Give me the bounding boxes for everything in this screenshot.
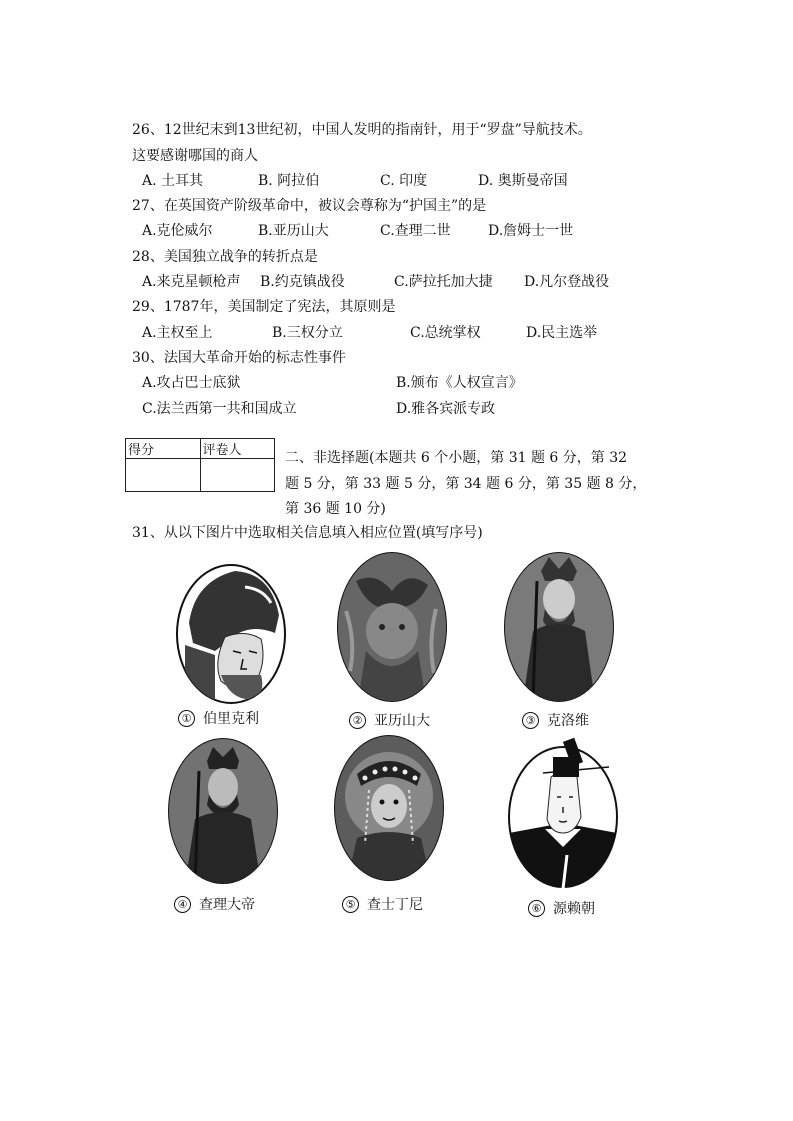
question-31-stem: 31、从以下图片中选取相关信息填入相应位置(填写序号)	[132, 525, 483, 541]
question-27-options	[142, 220, 642, 240]
score-cell[interactable]	[126, 459, 201, 492]
option-d: D.雅各宾派专政	[396, 401, 496, 417]
caption-2	[349, 710, 430, 730]
option-c: C.查理二世	[380, 223, 451, 239]
caption-4	[174, 894, 255, 914]
number-circle: ①	[178, 710, 195, 727]
number-circle: ④	[174, 896, 191, 913]
portrait-alexander	[336, 551, 448, 693]
option-d: D.詹姆士一世	[488, 223, 574, 239]
option-b: B. 阿拉伯	[258, 173, 320, 189]
caption-6	[528, 898, 595, 918]
option-c: C.萨拉托加大捷	[394, 274, 493, 290]
number-circle: ③	[522, 712, 539, 729]
portrait-clovis	[503, 551, 615, 693]
option-b: B.颁布《人权宣言》	[396, 375, 523, 391]
option-b: B.亚历山大	[258, 223, 329, 239]
portrait-name: 亚历山大	[374, 713, 430, 729]
section2-heading: 二、非选择题(本题共 6 个小题，第 31 题 6 分，第 32	[285, 450, 628, 466]
option-d: D.凡尔登战役	[524, 274, 610, 290]
option-d: D.民主选举	[526, 325, 598, 341]
caption-1	[178, 708, 259, 728]
score-table	[125, 438, 275, 492]
option-a: A.来克星顿枪声	[142, 274, 241, 290]
option-b: B.三权分立	[272, 325, 343, 341]
option-a: A.主权至上	[142, 325, 213, 341]
option-a: A.攻占巴士底狱	[142, 375, 241, 391]
question-27-stem: 27、在英国资产阶级革命中，被议会尊称为“护国主”的是	[132, 198, 487, 214]
score-header: 得分	[126, 439, 201, 459]
option-c: C.总统掌权	[410, 325, 481, 341]
portrait-name: 伯里克利	[203, 711, 259, 727]
portrait-yoritomo	[505, 737, 617, 879]
grader-header: 评卷人	[200, 439, 275, 459]
question-26-options	[142, 170, 642, 190]
question-28-stem: 28、美国独立战争的转折点是	[132, 249, 318, 265]
question-26-stem: 26、12世纪末到13世纪初，中国人发明的指南针，用于“罗盘”导航技术。	[132, 122, 592, 138]
question-26-stem-cont: 这要感谢哪国的商人	[132, 148, 258, 164]
grader-cell[interactable]	[200, 459, 275, 492]
option-a: A. 土耳其	[142, 173, 204, 189]
portrait-pericles	[175, 563, 287, 705]
caption-5	[342, 894, 423, 914]
portrait-name: 查理大帝	[199, 897, 255, 913]
option-b: B.约克镇战役	[260, 274, 345, 290]
number-circle: ②	[349, 712, 366, 729]
portrait-name: 克洛维	[547, 713, 589, 729]
section2-heading-cont2: 第 36 题 10 分)	[285, 501, 386, 517]
number-circle: ⑤	[342, 896, 359, 913]
question-29-stem: 29、1787年，美国制定了宪法，其原则是	[132, 299, 396, 315]
number-circle: ⑥	[528, 900, 545, 917]
portrait-charlemagne	[167, 737, 279, 879]
question-28-options	[142, 271, 642, 291]
option-d: D. 奥斯曼帝国	[478, 173, 568, 189]
portrait-justinian	[333, 734, 445, 876]
question-29-options	[142, 322, 642, 342]
option-a: A.克伦威尔	[142, 223, 213, 239]
portrait-name: 查士丁尼	[367, 897, 423, 913]
caption-3	[522, 710, 589, 730]
question-30-stem: 30、法国大革命开始的标志性事件	[132, 350, 346, 366]
option-c: C. 印度	[380, 173, 428, 189]
section2-heading-cont: 题 5 分，第 33 题 5 分，第 34 题 6 分，第 35 题 8 分，	[285, 476, 647, 492]
question-30-options	[142, 372, 642, 392]
portrait-name: 源赖朝	[553, 901, 595, 917]
question-30-options-row2	[142, 398, 642, 418]
option-c: C.法兰西第一共和国成立	[142, 401, 297, 417]
